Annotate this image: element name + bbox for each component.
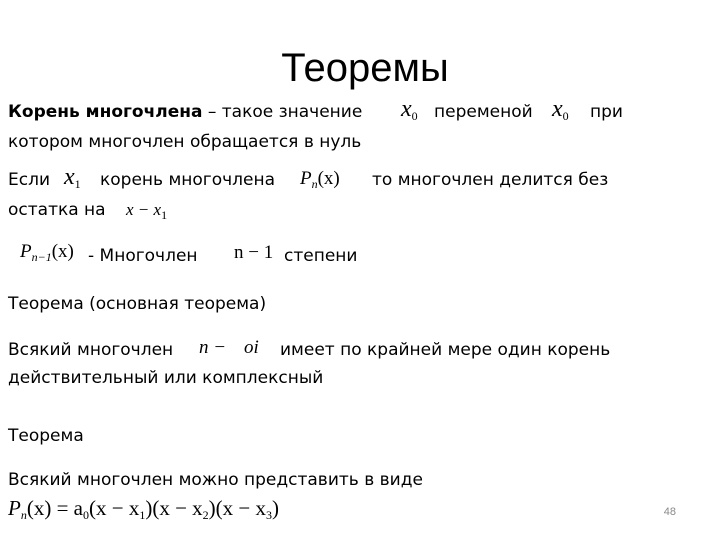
text-has-root: имеет по крайней мере один корень [280,340,611,360]
text-pri: при [590,102,623,122]
factorization-formula: $P_n(x) = a_0(x - x_1)(x - x_2)(x - x_3)$ [8,496,280,522]
text-degree: степени [284,246,358,266]
root-definition-line [8,101,362,123]
root-definition-text: – такое значение [202,102,363,122]
text-real-or-complex: действительный или комплексный [8,368,324,388]
math-n-minus-1: n − 1 [234,242,274,263]
text-representation: Всякий многочлен можно представить в виде [8,470,423,490]
math-x0-second: $x_0$ [552,96,569,123]
text-esli: Если [8,170,51,190]
theorem-heading: Теорема [8,426,84,446]
text-polynomial: - Многочлен [88,246,198,266]
math-oi: oi [244,337,259,358]
text-any-polynomial: Всякий многочлен [8,340,174,360]
math-x0: $x_0$ [401,96,418,123]
theorem-heading-fundamental: Теорема (основная теорема) [8,294,267,314]
definition-continuation: котором многочлен обращается в нуль [8,132,362,152]
page-number: 48 [663,506,676,518]
math-pn-x: $P_n(x)$ [300,168,340,191]
math-pn-1-x: $P_{n-1}(x)$ [20,241,74,264]
math-x-minus-x1: $x - x_1$ [126,200,168,222]
variable-label: переменой [434,102,533,122]
math-x1: $x_1$ [64,164,81,191]
text-divisible: то многочлен делится без [372,170,609,190]
math-n-minus: n − [199,337,227,358]
text-root-of-polynomial: корень многочлена [100,170,276,190]
slide-title: Теоремы [281,46,449,90]
root-term: Корень многочлена [8,102,203,122]
text-remainder: остатка на [8,200,106,220]
